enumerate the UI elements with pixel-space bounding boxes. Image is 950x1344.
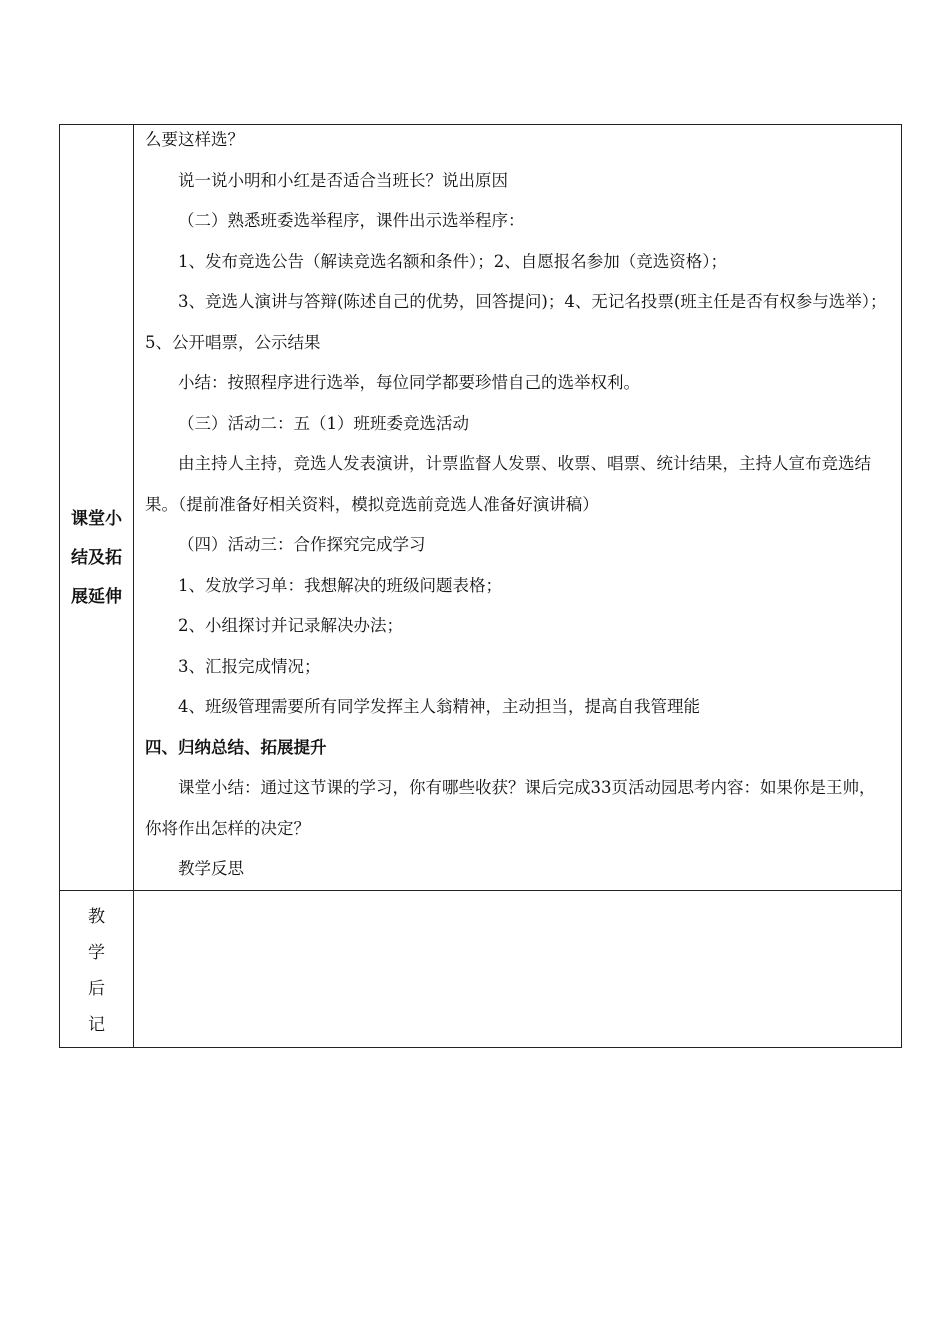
paragraph: 么要这样选？	[145, 130, 244, 149]
paragraph: 小结：按照程序进行选举，每位同学都要珍惜自己的选举权利。	[178, 373, 640, 392]
paragraph: 1、发放学习单：我想解决的班级问题表格；	[178, 575, 502, 595]
paragraph: 教学反思	[178, 859, 244, 878]
label-line: 展延伸	[71, 587, 122, 607]
paragraph: （三）活动二：五（1）班班委竞选活动	[178, 413, 469, 433]
row-label-cell	[60, 890, 134, 1047]
label-line: 记	[88, 1014, 105, 1035]
notes-cell[interactable]	[134, 890, 902, 1047]
label-line: 结及拓	[71, 548, 122, 568]
paragraph: 课堂小结：通过这节课的学习，你有哪些收获？课后完成33页活动园思考内容：如果你是王帅，你将作出怎样的决定？	[145, 778, 876, 838]
row-label-cell	[60, 125, 134, 891]
row-label-summary-extension	[60, 500, 133, 617]
row-label-teaching-notes	[60, 899, 133, 1043]
paragraph: 1、发布竞选公告（解读竞选名额和条件）；2、自愿报名参加（竞选资格）；	[178, 251, 727, 271]
paragraph: （二）熟悉班委选举程序，课件出示选举程序：	[178, 211, 525, 230]
label-line: 后	[88, 978, 105, 999]
lesson-plan-table	[59, 124, 902, 1048]
paragraph: 4、班级管理需要所有同学发挥主人翁精神，主动担当，提高自我管理能	[178, 697, 700, 716]
lesson-content	[134, 120, 901, 890]
label-line: 教	[88, 906, 105, 927]
table-row	[60, 890, 902, 1047]
paragraph: 说一说小明和小红是否适合当班长？说出原因	[178, 170, 508, 190]
paragraph: 3、竞选人演讲与答辩(陈述自己的优势，回答提问)；4、无记名投票(班主任是否有权参与选举）；5、公开唱票，公示结果	[145, 292, 887, 352]
content-cell	[134, 125, 902, 891]
label-line: 课堂小	[71, 509, 122, 529]
paragraph: （四）活动三：合作探究完成学习	[178, 535, 426, 554]
table-row	[60, 125, 902, 891]
paragraph: 3、汇报完成情况；	[178, 656, 321, 676]
paragraph: 2、小组探讨并记录解决办法；	[178, 616, 403, 635]
section-heading: 四、归纳总结、拓展提升	[145, 737, 327, 757]
label-line: 学	[88, 942, 105, 963]
paragraph: 由主持人主持，竞选人发表演讲，计票监督人发票、收票、唱票、统计结果，主持人宣布竞选结果。（提前准备好相关资料，模拟竞选前竞选人准备好演讲稿）	[145, 454, 871, 514]
